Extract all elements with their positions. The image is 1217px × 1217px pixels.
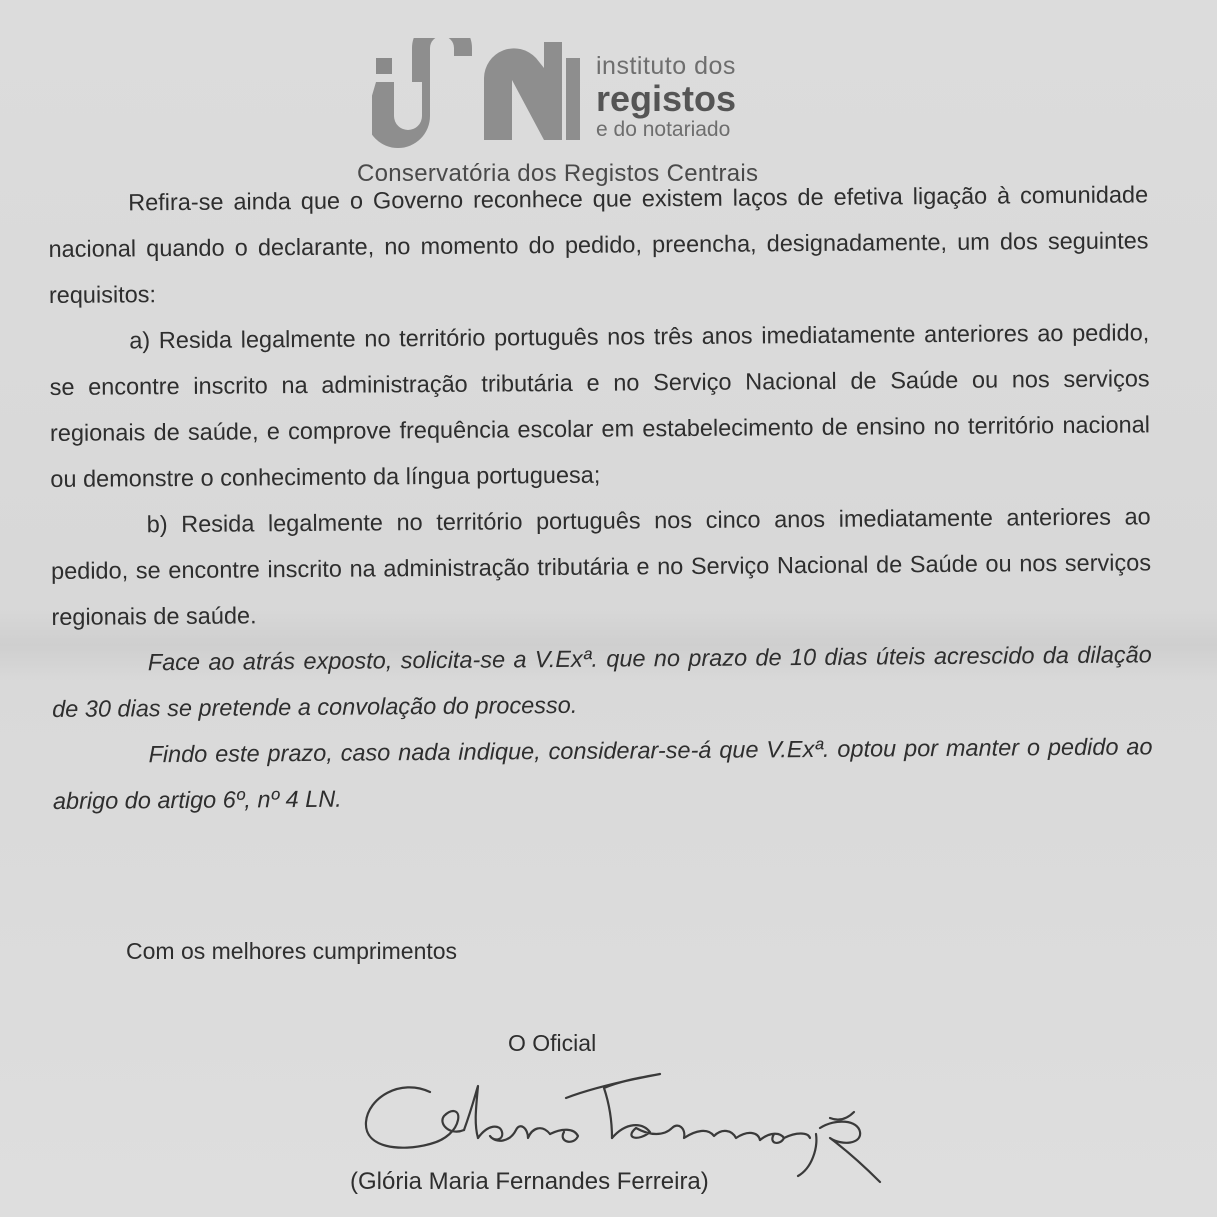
paragraph-deadline: Findo este prazo, caso nada indique, considerar-se-á que V.Exª. optou por manter o pedido ao abrigo do artigo 6º, nº 4 LN.	[52, 733, 1153, 814]
closing-greeting: Com os melhores cumprimentos	[126, 938, 458, 964]
org-name-line3: e do notariado	[596, 118, 731, 141]
letter-body	[48, 171, 1153, 824]
paragraph-requirement-a: a) Resida legalmente no território português nos três anos imediatamente anteriores ao pedido, se encontre inscrito na administração tributária e no Serviço Nacional de Saúde ou nos serviços regionais de saúde, e comprove frequência escolar em estabelecimento de ensino no território nacional ou demonstre o conhecimento da língua portuguesa;	[49, 319, 1151, 492]
irn-logo-icon	[372, 38, 582, 150]
letterhead	[0, 38, 1217, 188]
paragraph-request: Face ao atrás exposto, solicita-se a V.Exª. que no prazo de 10 dias úteis acrescido da dilação de 30 dias se pretende a convolação do processo.	[52, 641, 1152, 722]
org-name-line2: registos	[596, 78, 737, 119]
org-name	[596, 54, 736, 140]
office-name: Conservatória dos Registos Centrais	[357, 160, 759, 187]
paragraph-intro: Refira-se ainda que o Governo reconhece que existem laços de efetiva ligação à comunidade nacional quando o declarante, no momento do pedido, preencha, designadamente, um dos seguintes requisitos:	[48, 181, 1149, 308]
paragraph-requirement-b: b) Resida legalmente no território português nos cinco anos imediatamente anteriores ao pedido, se encontre inscrito na administração tributária e no Serviço Nacional de Saúde ou nos serviços regionais de saúde.	[50, 503, 1152, 630]
signatory-name: (Glória Maria Fernandes Ferreira)	[350, 1168, 709, 1195]
signatory-title: O Oficial	[508, 1030, 597, 1056]
org-name-line1: instituto dos	[596, 52, 736, 80]
